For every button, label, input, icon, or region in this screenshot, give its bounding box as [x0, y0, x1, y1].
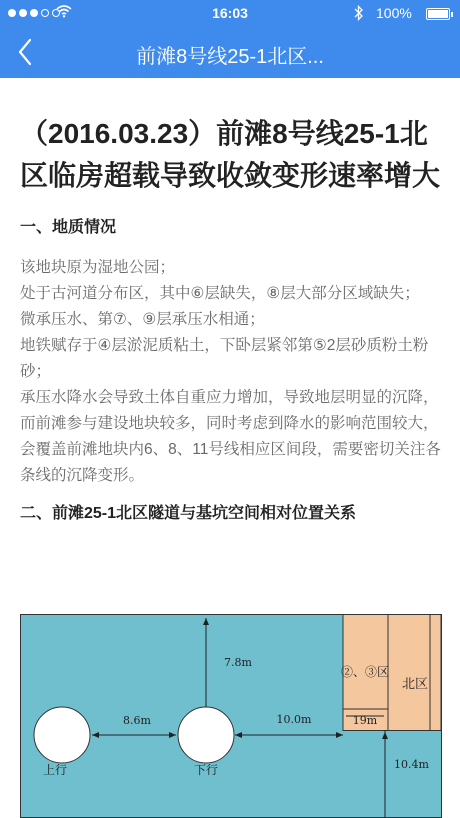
paragraph-line: 处于古河道分布区，其中⑥层缺失，⑧层大部分区域缺失；	[20, 285, 420, 302]
dist-vertical-label: 7.8m	[224, 656, 252, 669]
paragraph-line: 微承压水、第⑦、⑨层承压水相通；	[20, 311, 265, 328]
bluetooth-icon	[354, 5, 364, 24]
tunnel-up-circle	[34, 707, 90, 763]
battery-percent: 100%	[376, 5, 412, 21]
chevron-left-icon	[12, 34, 42, 70]
nav-bar	[0, 28, 460, 78]
dist-104-label: 10.4m	[394, 758, 429, 771]
tunnel-down-circle	[178, 707, 234, 763]
nav-title: 前滩8号线25-1北区...	[136, 46, 324, 68]
zone-north-label: 北区	[401, 676, 429, 691]
tunnel-pit-diagram	[20, 614, 442, 818]
paragraph-line: 该地块原为湿地公园；	[20, 259, 176, 276]
status-bar	[0, 0, 460, 28]
dist-tunnels-label: 8.6m	[123, 714, 151, 727]
dist-19-label: 19m	[352, 714, 378, 727]
back-button[interactable]	[12, 34, 42, 70]
section-heading-geology: 一、地质情况	[20, 219, 117, 236]
article-title: （2016.03.23）前滩8号线25-1北区临房超载导致收敛变形速率增大	[20, 118, 441, 191]
battery-icon	[426, 8, 450, 20]
dist-pit-label: 10.0m	[276, 713, 312, 726]
tunnel-up-label: 上行	[42, 763, 68, 777]
paragraph-line: 地铁赋存于④层淤泥质粘土，下卧层紧邻第⑤2层砂质粉土粉砂；	[20, 337, 429, 380]
status-time: 16:03	[212, 5, 248, 21]
section-heading-position: 二、前滩25-1北区隧道与基坑空间相对位置关系	[20, 505, 357, 522]
tunnel-down-label: 下行	[193, 763, 219, 777]
article-body	[20, 78, 445, 525]
paragraph-line: 承压水降水会导致土体自重应力增加，导致地层明显的沉降，而前滩参与建设地块较多，同时考虑到降水的影响范围较大，会覆盖前滩地块内6、8、11号线相应区间段，需要密切关注各条线的沉降变形。	[20, 389, 441, 484]
geology-paragraph	[20, 255, 445, 489]
zone-23-label: ②、③区	[340, 665, 390, 679]
